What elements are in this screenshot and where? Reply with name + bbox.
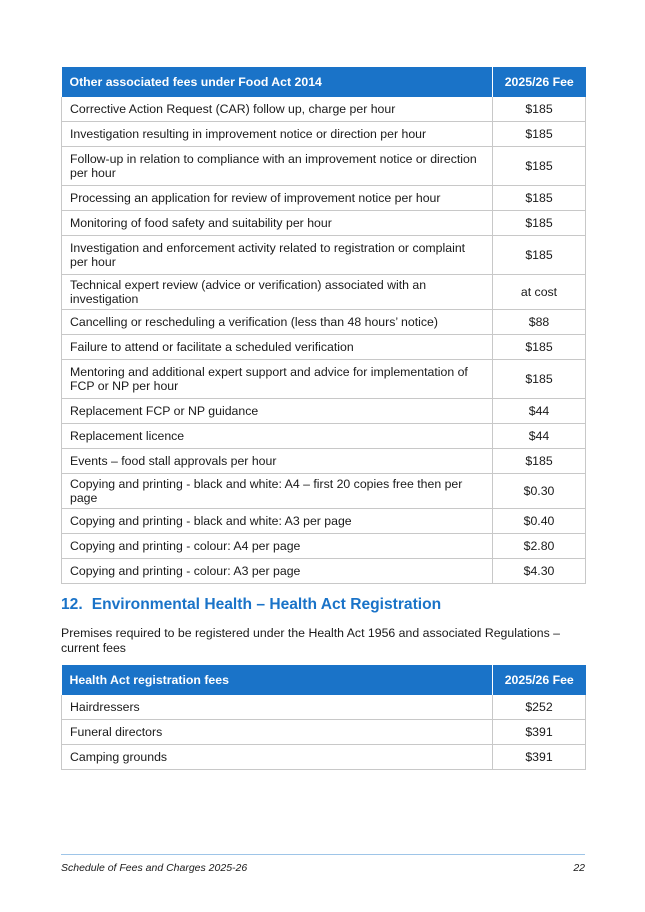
row-description: Investigation and enforcement activity related to registration or complaint per hour	[62, 236, 493, 275]
row-fee: $185	[493, 335, 586, 360]
footer-page-number: 22	[573, 862, 585, 874]
row-description: Camping grounds	[62, 745, 493, 770]
row-description: Replacement FCP or NP guidance	[62, 399, 493, 424]
table-row	[62, 695, 586, 720]
row-description: Processing an application for review of improvement notice per hour	[62, 186, 493, 211]
column-header-description: Other associated fees under Food Act 2014	[62, 67, 493, 97]
table-row	[62, 745, 586, 770]
table-row	[62, 360, 586, 399]
column-header-fee: 2025/26 Fee	[493, 665, 586, 695]
row-description: Copying and printing - black and white: A4 – first 20 copies free then per page	[62, 474, 493, 509]
table-row	[62, 186, 586, 211]
row-fee: $391	[493, 745, 586, 770]
table-row	[62, 310, 586, 335]
table-row	[62, 275, 586, 310]
row-fee: $185	[493, 449, 586, 474]
section-number: 12.	[61, 596, 83, 613]
row-description: Copying and printing - colour: A4 per page	[62, 534, 493, 559]
row-description: Replacement licence	[62, 424, 493, 449]
row-description: Cancelling or rescheduling a verification (less than 48 hours’ notice)	[62, 310, 493, 335]
section-heading	[61, 596, 441, 614]
row-description: Hairdressers	[62, 695, 493, 720]
row-fee: $252	[493, 695, 586, 720]
row-description: Events – food stall approvals per hour	[62, 449, 493, 474]
row-fee: $185	[493, 97, 586, 122]
table-row	[62, 147, 586, 186]
table-row	[62, 474, 586, 509]
row-fee: $391	[493, 720, 586, 745]
row-description: Corrective Action Request (CAR) follow up, charge per hour	[62, 97, 493, 122]
row-fee: $88	[493, 310, 586, 335]
table-row	[62, 335, 586, 360]
table-header-row	[62, 665, 586, 695]
table-row	[62, 424, 586, 449]
table-row	[62, 211, 586, 236]
row-fee: $0.30	[493, 474, 586, 509]
table-row	[62, 399, 586, 424]
row-fee: $185	[493, 186, 586, 211]
table-row	[62, 534, 586, 559]
table-row	[62, 97, 586, 122]
row-description: Copying and printing - colour: A3 per page	[62, 559, 493, 584]
row-description: Copying and printing - black and white: A3 per page	[62, 509, 493, 534]
section-intro: Premises required to be registered under the Health Act 1956 and associated Regulations – current fees	[61, 626, 561, 655]
column-header-fee: 2025/26 Fee	[493, 67, 586, 97]
row-fee: $185	[493, 147, 586, 186]
row-description: Investigation resulting in improvement notice or direction per hour	[62, 122, 493, 147]
row-fee: $0.40	[493, 509, 586, 534]
row-fee: $185	[493, 122, 586, 147]
health-act-fees-table	[61, 665, 586, 770]
row-description: Funeral directors	[62, 720, 493, 745]
row-fee: $44	[493, 424, 586, 449]
row-description: Follow-up in relation to compliance with an improvement notice or direction per hour	[62, 147, 493, 186]
row-fee: $185	[493, 360, 586, 399]
section-title: Environmental Health – Health Act Registration	[91, 596, 442, 613]
column-header-description: Health Act registration fees	[62, 665, 493, 695]
table-header-row	[62, 67, 586, 97]
row-description: Monitoring of food safety and suitability per hour	[62, 211, 493, 236]
row-description: Mentoring and additional expert support and advice for implementation of FCP or NP per hour	[62, 360, 493, 399]
row-fee: $185	[493, 211, 586, 236]
table-row	[62, 449, 586, 474]
table-row	[62, 559, 586, 584]
row-fee: $44	[493, 399, 586, 424]
food-act-fees-table	[61, 67, 586, 584]
row-description: Technical expert review (advice or verification) associated with an investigation	[62, 275, 493, 310]
footer-document-title: Schedule of Fees and Charges 2025-26	[61, 862, 248, 874]
row-description: Failure to attend or facilitate a scheduled verification	[62, 335, 493, 360]
row-fee: $4.30	[493, 559, 586, 584]
table-row	[62, 509, 586, 534]
table-row	[62, 720, 586, 745]
table-row	[62, 236, 586, 275]
row-fee: $185	[493, 236, 586, 275]
footer-divider	[61, 854, 585, 855]
row-fee: at cost	[493, 275, 586, 310]
table-row	[62, 122, 586, 147]
row-fee: $2.80	[493, 534, 586, 559]
